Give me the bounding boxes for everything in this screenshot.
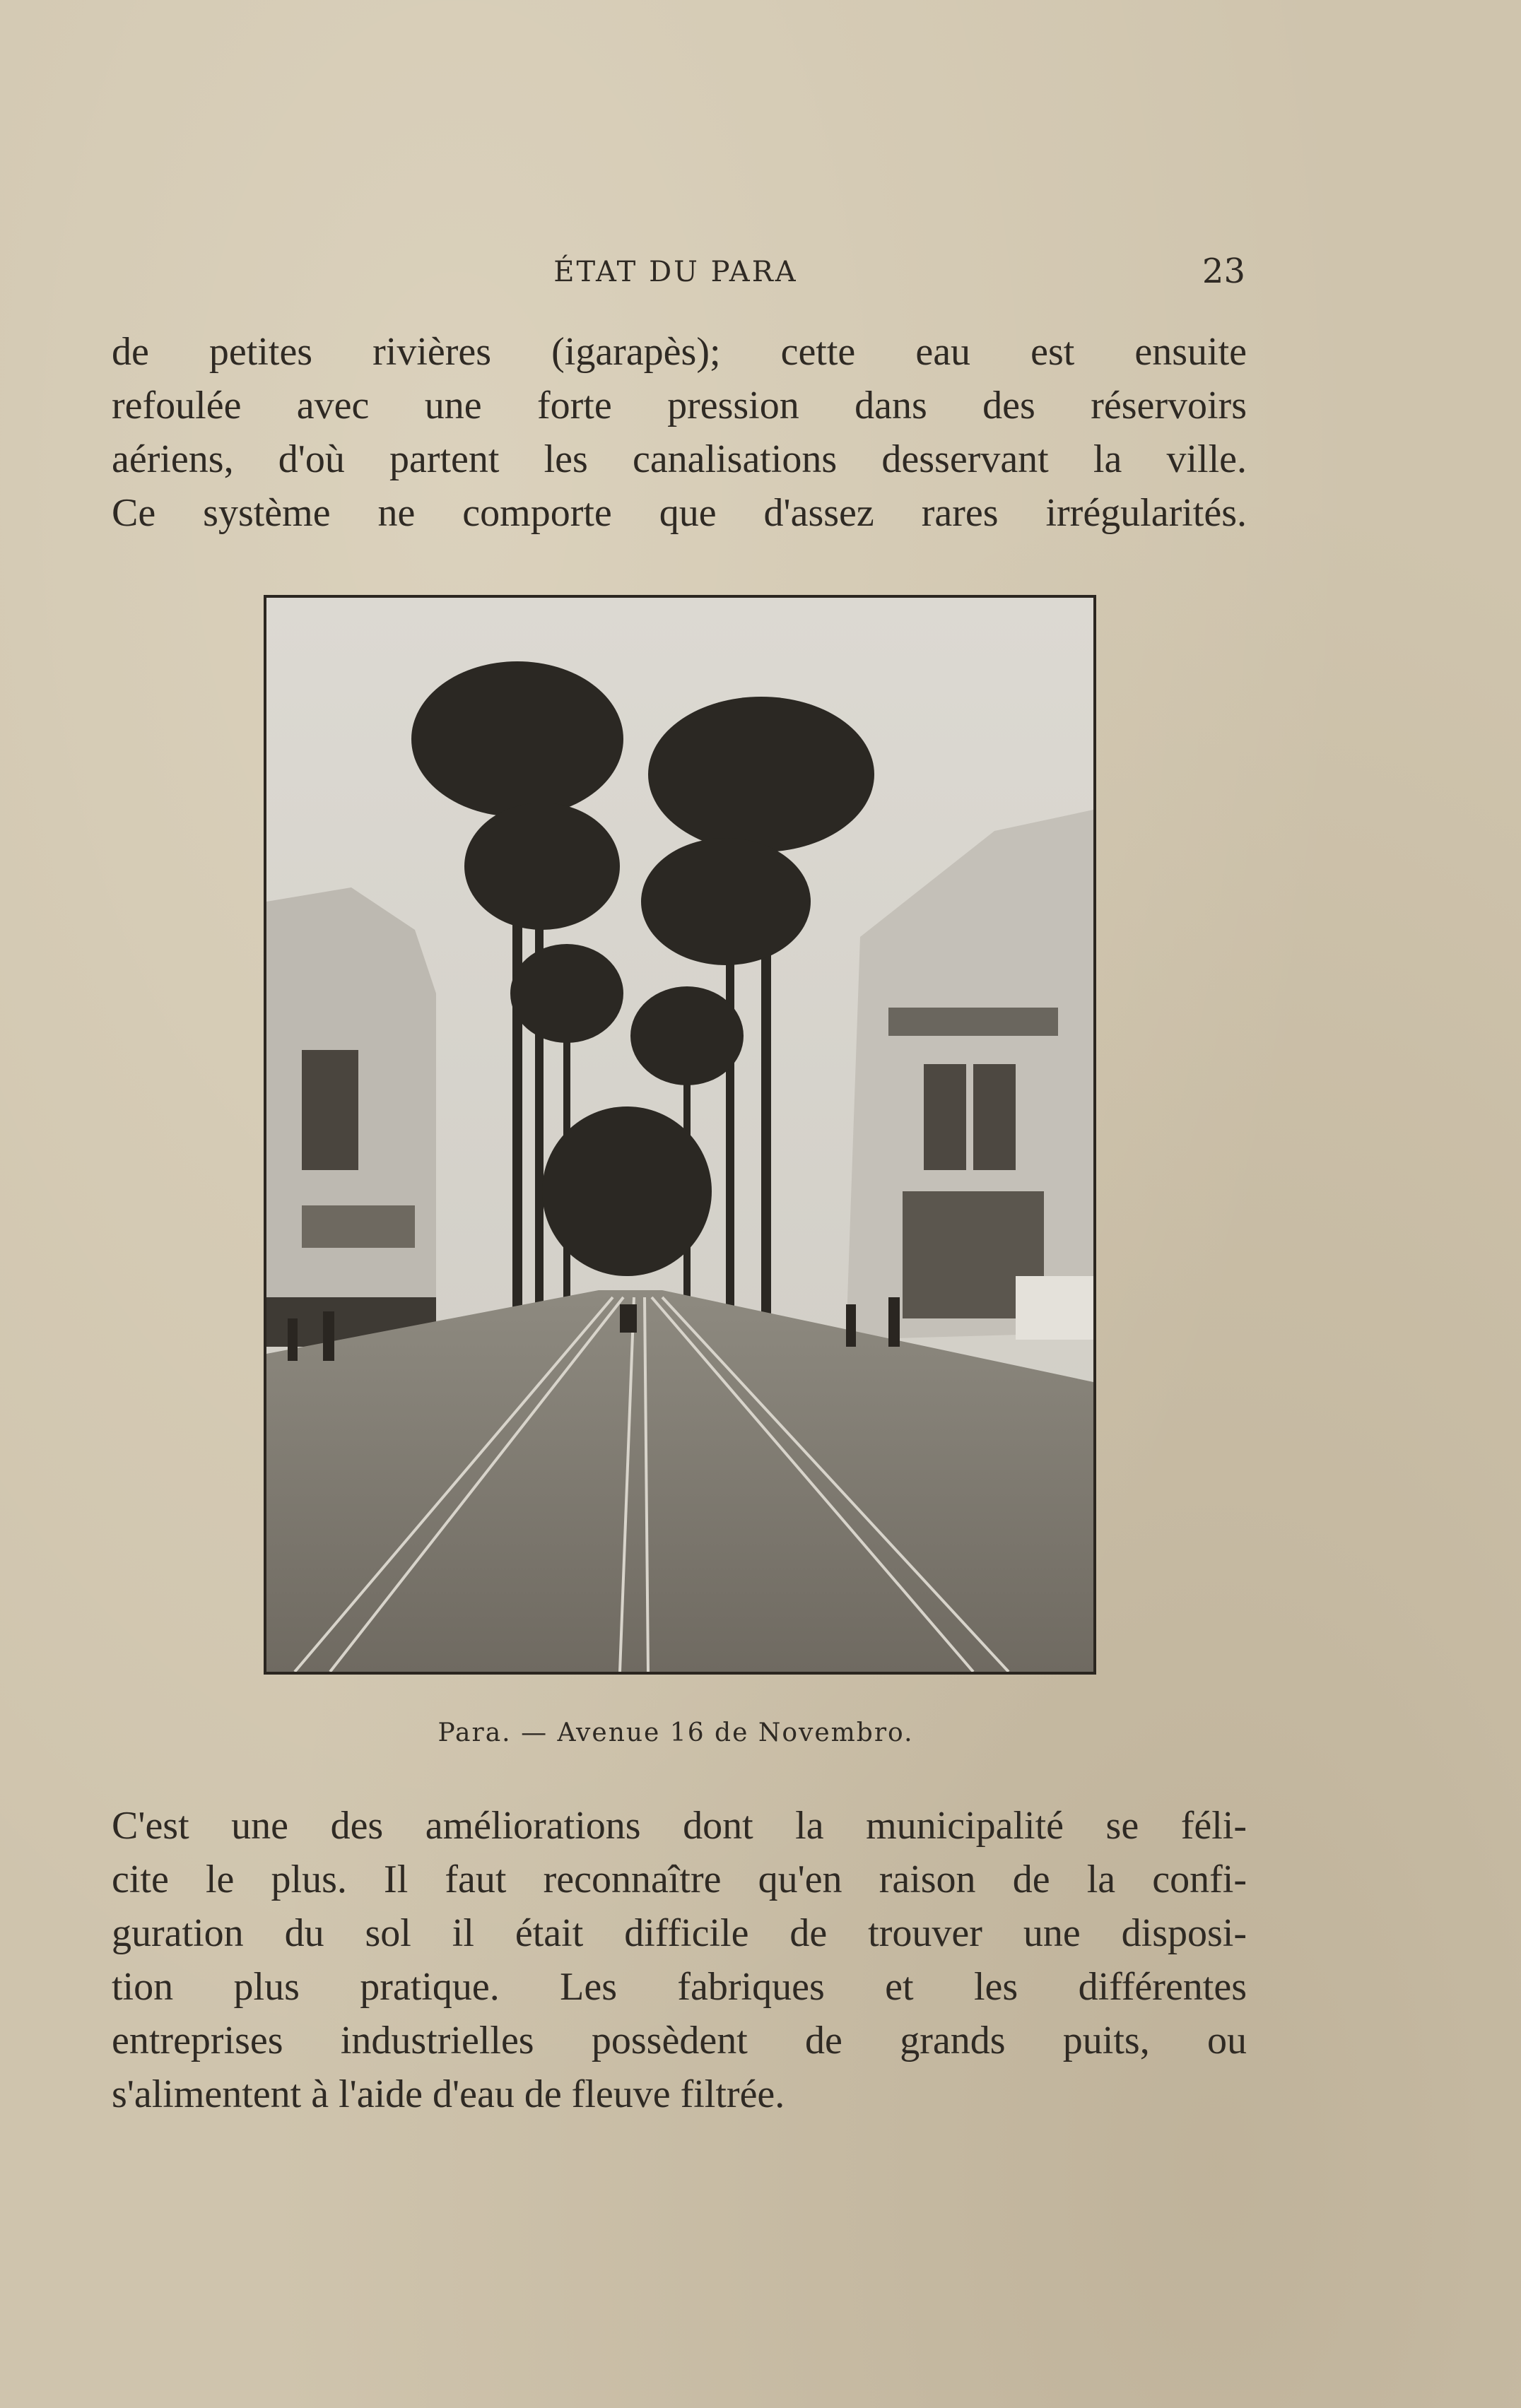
- text-line: C'est une des améliorations dont la municipalité se féli-: [112, 1804, 1247, 1848]
- photo-illustration: [266, 598, 1093, 1672]
- paragraph-2: [112, 1799, 1247, 2121]
- page-number: 23: [1202, 252, 1245, 291]
- text-line: s'alimentent à l'aide d'eau de fleuve filtrée.: [112, 2072, 785, 2116]
- text-line: cite le plus. Il faut reconnaître qu'en raison de la confi-: [112, 1858, 1247, 1901]
- paragraph-1: [112, 325, 1247, 540]
- text-line: Ce système ne comporte que d'assez rares irrégularités.: [112, 491, 1247, 535]
- running-title: ÉTAT DU PARA: [553, 256, 798, 288]
- text-line: refoulée avec une forte pression dans des réservoirs: [112, 384, 1247, 427]
- text-line: aériens, d'où partent les canalisations desservant la ville.: [112, 437, 1247, 481]
- text-line: guration du sol il était difficile de trouver une disposi-: [112, 1911, 1247, 1955]
- text-line: entreprises industrielles possèdent de grands puits, ou: [112, 2019, 1247, 2062]
- figure-caption: Para. — Avenue 16 de Novembro.: [437, 1718, 914, 1747]
- text-line: tion plus pratique. Les fabriques et les différentes: [112, 1965, 1247, 2009]
- street-photograph: [264, 595, 1096, 1675]
- text-line: de petites rivières (igarapès); cette eau est ensuite: [112, 330, 1247, 374]
- running-head: [106, 252, 1245, 298]
